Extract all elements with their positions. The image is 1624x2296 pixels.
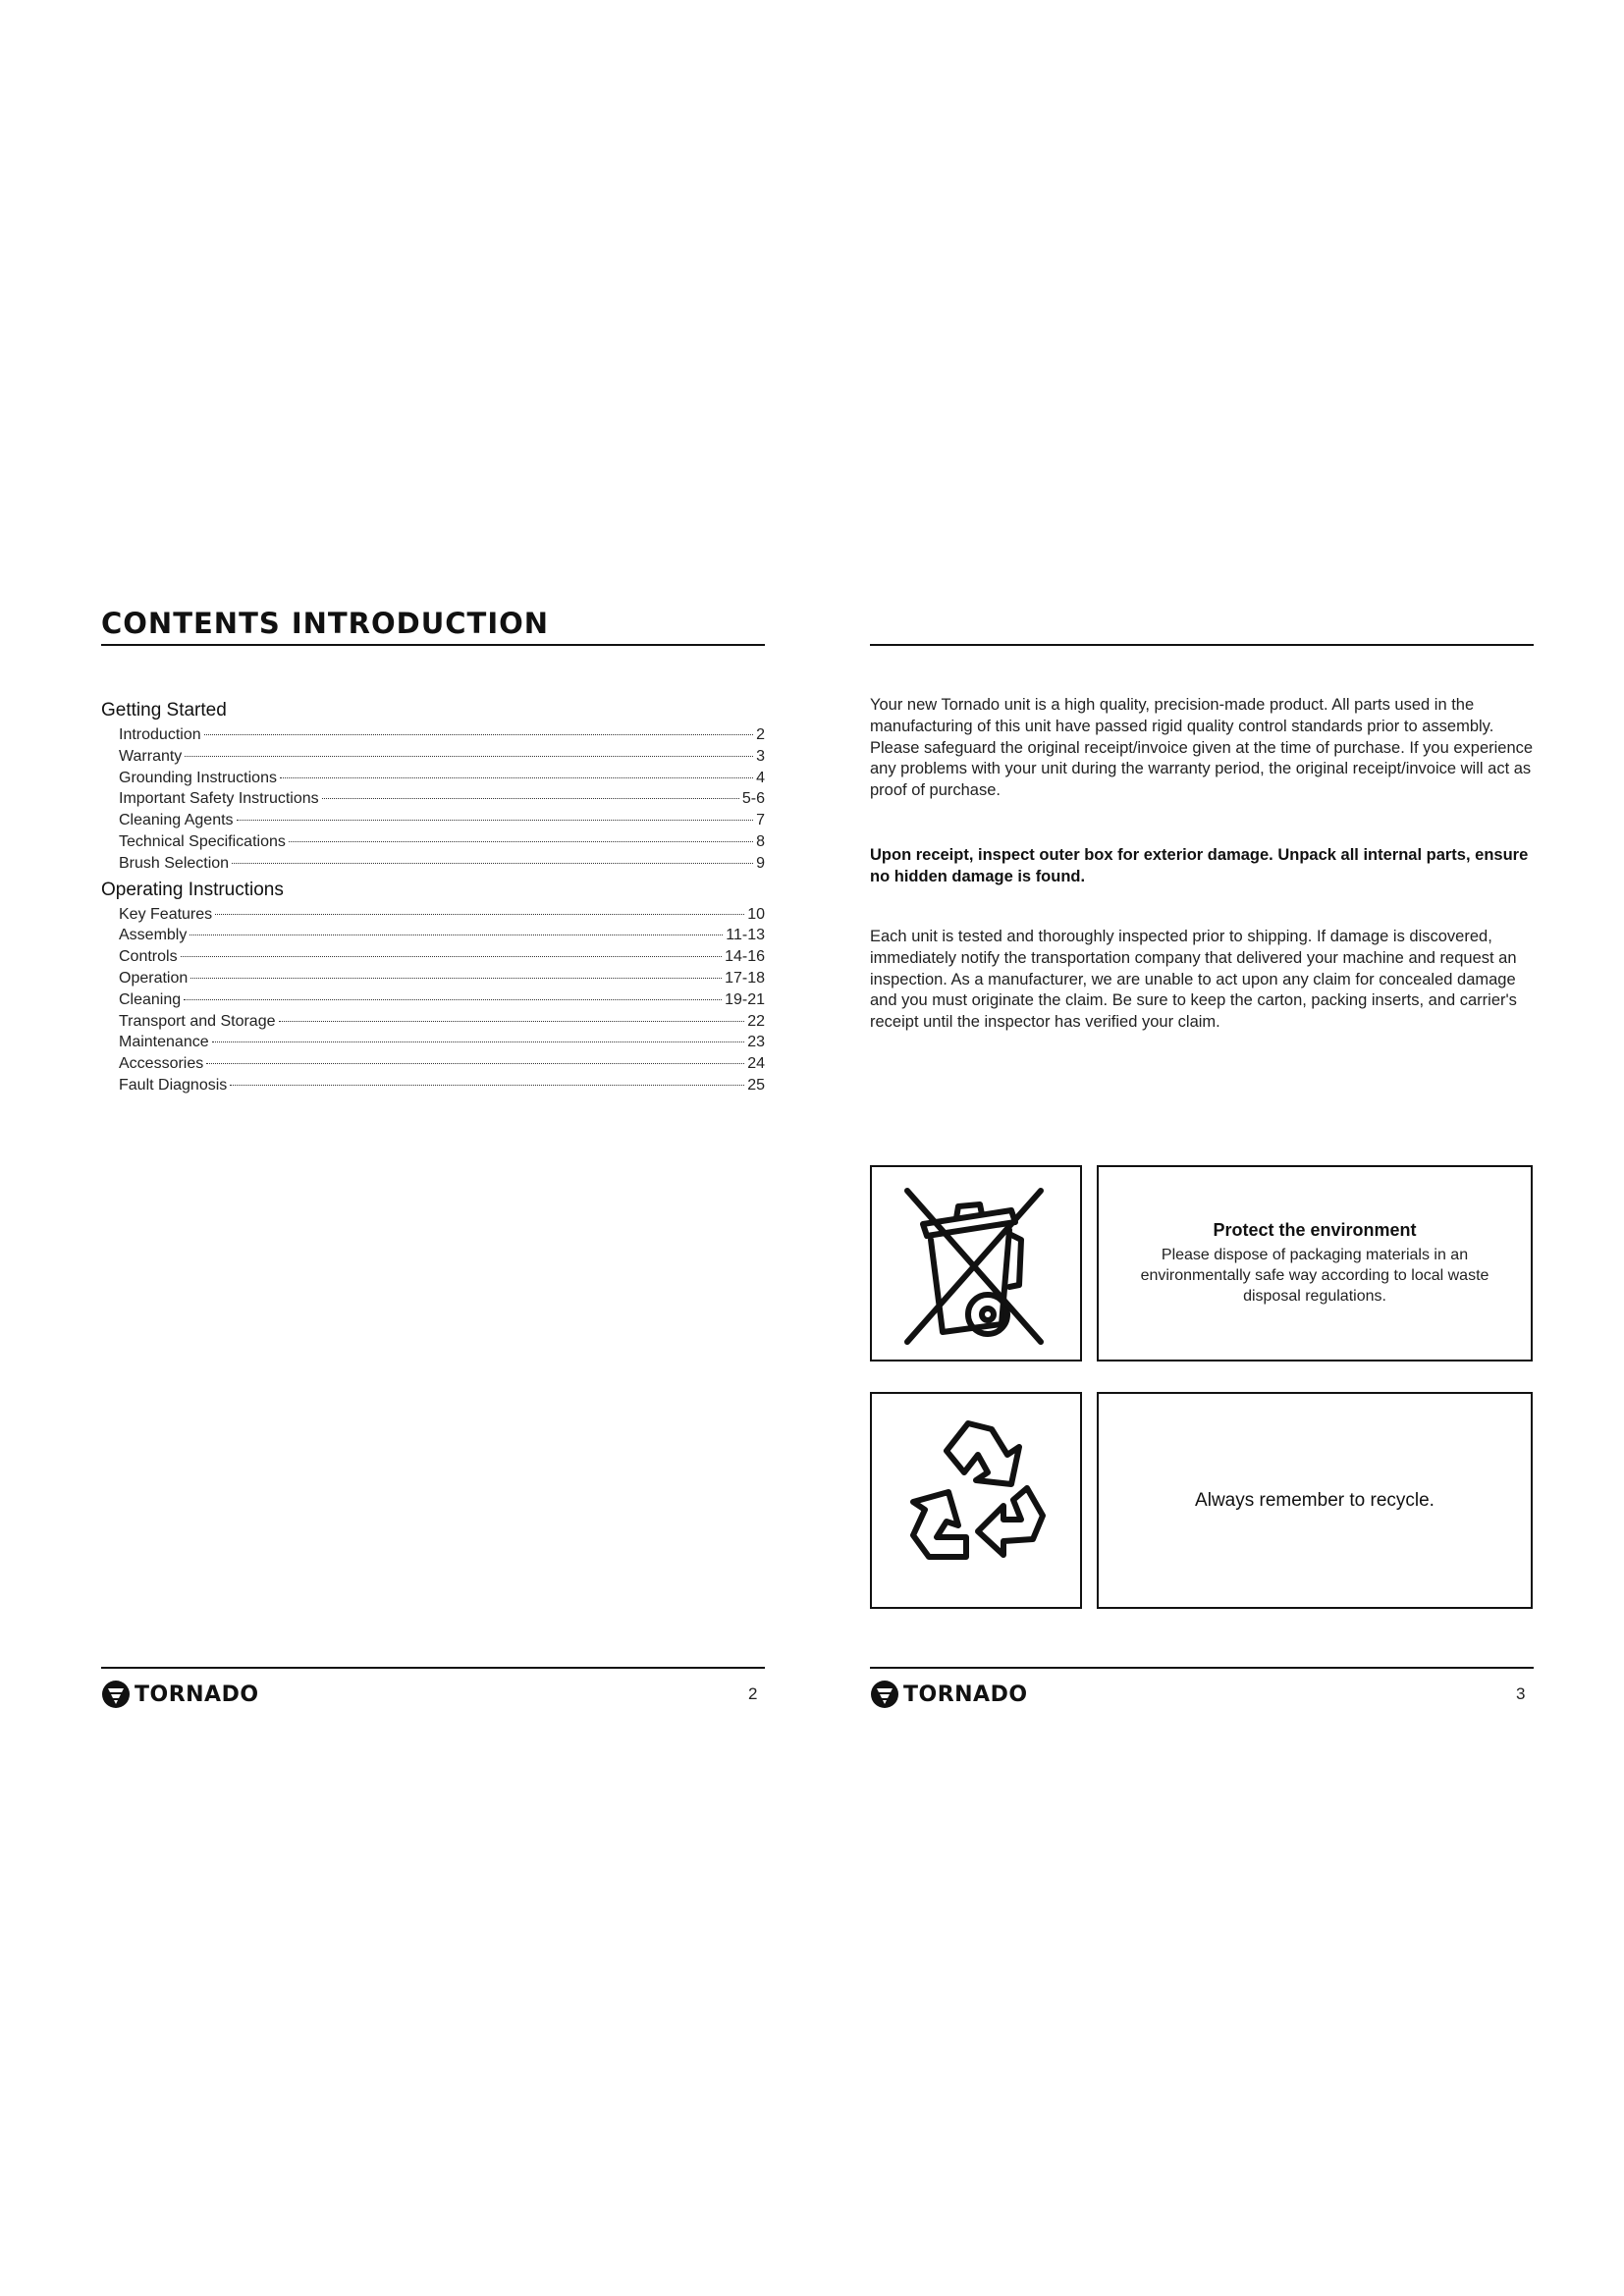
dot-leader — [181, 956, 723, 957]
toc-entry-label: Cleaning — [119, 990, 182, 1008]
toc-entry-label: Brush Selection — [119, 854, 230, 872]
toc-entry[interactable] — [101, 1075, 765, 1096]
dot-leader — [279, 1021, 745, 1022]
heading-divider — [101, 644, 765, 646]
dot-leader — [206, 1063, 744, 1064]
crossed-out-wheelie-bin-icon — [872, 1167, 1080, 1360]
environment-icon-box — [870, 1165, 1082, 1362]
toc-entry-page: 25 — [747, 1076, 765, 1094]
toc-entry-label: Introduction — [119, 726, 201, 743]
toc-entry[interactable] — [101, 1032, 765, 1053]
brand-name: TORNADO — [903, 1682, 1028, 1707]
toc-entry-label: Maintenance — [119, 1034, 209, 1051]
toc-entry[interactable] — [101, 968, 765, 989]
toc-entry-page: 22 — [747, 1012, 765, 1030]
toc-entry[interactable] — [101, 746, 765, 768]
inspection-notice: Upon receipt, inspect outer box for exterior damage. Unpack all internal parts, ensure no hidden damage is found. — [870, 846, 1529, 885]
recycle-message-box — [1097, 1392, 1533, 1609]
toc-entry-page: 10 — [747, 905, 765, 923]
page-number: 3 — [1516, 1684, 1526, 1703]
dot-leader — [204, 734, 753, 735]
toc-entry-label: Grounding Instructions — [119, 769, 277, 786]
toc-entry[interactable] — [101, 904, 765, 926]
dot-leader — [237, 820, 754, 821]
dot-leader — [190, 978, 722, 979]
damage-claim-paragraph: Each unit is tested and thoroughly inspected prior to shipping. If damage is discovered, immediately notify the transportation company that delivered your machine and request an inspection. As a manufacturer, we are unable to act upon any claim for concealed damage and you must originate the claim. Be sure to keep the carton, packing inserts, and carrier's receipt until the inspector has verified your claim. — [870, 928, 1517, 1032]
toc-entry-page: 14-16 — [725, 948, 765, 966]
right-footer-logo — [870, 1680, 1028, 1709]
toc-entry-label: Cleaning Agents — [119, 812, 234, 829]
toc-entry[interactable] — [101, 810, 765, 831]
page-number: 2 — [748, 1684, 758, 1703]
toc-entry[interactable] — [101, 1011, 765, 1033]
toc-entry-page: 8 — [756, 832, 765, 850]
toc-entry-page: 24 — [747, 1055, 765, 1073]
left-footer-divider — [101, 1667, 765, 1669]
right-page-divider — [870, 644, 1534, 646]
tornado-logo-icon — [101, 1680, 131, 1709]
toc-entry-page: 5-6 — [741, 790, 765, 808]
toc-entry-label: Assembly — [119, 927, 188, 944]
toc-entry[interactable] — [101, 853, 765, 875]
toc-entry-page: 11-13 — [726, 927, 765, 944]
toc-entry-label: Fault Diagnosis — [119, 1076, 228, 1094]
toc-entry-label: Key Features — [119, 905, 213, 923]
right-footer-divider — [870, 1667, 1534, 1669]
toc-entry-page: 3 — [756, 747, 765, 765]
intro-paragraph: Your new Tornado unit is a high quality, precision-made product. All parts used in the manufacturing of this unit have passed rigid quality control standards prior to assembly. Please safeguard the original receipt/invoice given at the time of purchase. If you experience any problems with your unit during the warranty period, the original receipt/invoice will act as proof of purchase. — [870, 696, 1534, 800]
brand-name: TORNADO — [135, 1682, 259, 1707]
contents-heading: CONTENTS INTRODUCTION — [101, 607, 550, 640]
toc-entry[interactable] — [101, 946, 765, 968]
toc-entry-label: Accessories — [119, 1055, 204, 1073]
left-footer-logo — [101, 1680, 259, 1709]
toc-section-title: Operating Instructions — [101, 879, 284, 900]
toc-section-title: Getting Started — [101, 700, 227, 721]
toc-entry[interactable] — [101, 989, 765, 1011]
dot-leader — [189, 934, 723, 935]
tornado-logo-icon — [870, 1680, 899, 1709]
table-of-contents — [101, 697, 765, 1096]
toc-entry-page: 4 — [756, 769, 765, 786]
dot-leader — [184, 999, 722, 1000]
toc-entry-label: Warranty — [119, 747, 183, 765]
toc-entry-page: 9 — [756, 854, 765, 872]
protect-environment-box — [1097, 1165, 1533, 1362]
toc-entry-page: 23 — [747, 1034, 765, 1051]
recycle-message: Always remember to recycle. — [1195, 1489, 1435, 1511]
toc-entry[interactable] — [101, 1053, 765, 1075]
dot-leader — [322, 798, 739, 799]
dot-leader — [280, 777, 753, 778]
dot-leader — [230, 1085, 744, 1086]
toc-entry[interactable] — [101, 925, 765, 946]
toc-entry[interactable] — [101, 831, 765, 853]
recycle-icon-box — [870, 1392, 1082, 1609]
toc-entry-page: 7 — [756, 812, 765, 829]
toc-entry[interactable] — [101, 768, 765, 789]
toc-entry-label: Important Safety Instructions — [119, 790, 319, 808]
toc-entry-label: Controls — [119, 948, 178, 966]
toc-entry-label: Operation — [119, 969, 189, 987]
dot-leader — [212, 1041, 745, 1042]
dot-leader — [215, 914, 744, 915]
toc-entry-page: 2 — [756, 726, 765, 743]
dot-leader — [289, 841, 753, 842]
toc-entry-page: 17-18 — [725, 969, 765, 987]
toc-entry-label: Transport and Storage — [119, 1012, 276, 1030]
recycle-icon — [872, 1394, 1080, 1607]
protect-environment-title: Protect the environment — [1213, 1220, 1417, 1240]
dot-leader — [232, 863, 753, 864]
toc-entry-label: Technical Specifications — [119, 832, 286, 850]
toc-entry-page: 19-21 — [725, 990, 765, 1008]
toc-entry[interactable] — [101, 724, 765, 746]
toc-entry[interactable] — [101, 788, 765, 810]
protect-environment-text: Please dispose of packaging materials in an environmentally safe way according to local waste disposal regulations. — [1140, 1247, 1489, 1305]
dot-leader — [185, 756, 753, 757]
